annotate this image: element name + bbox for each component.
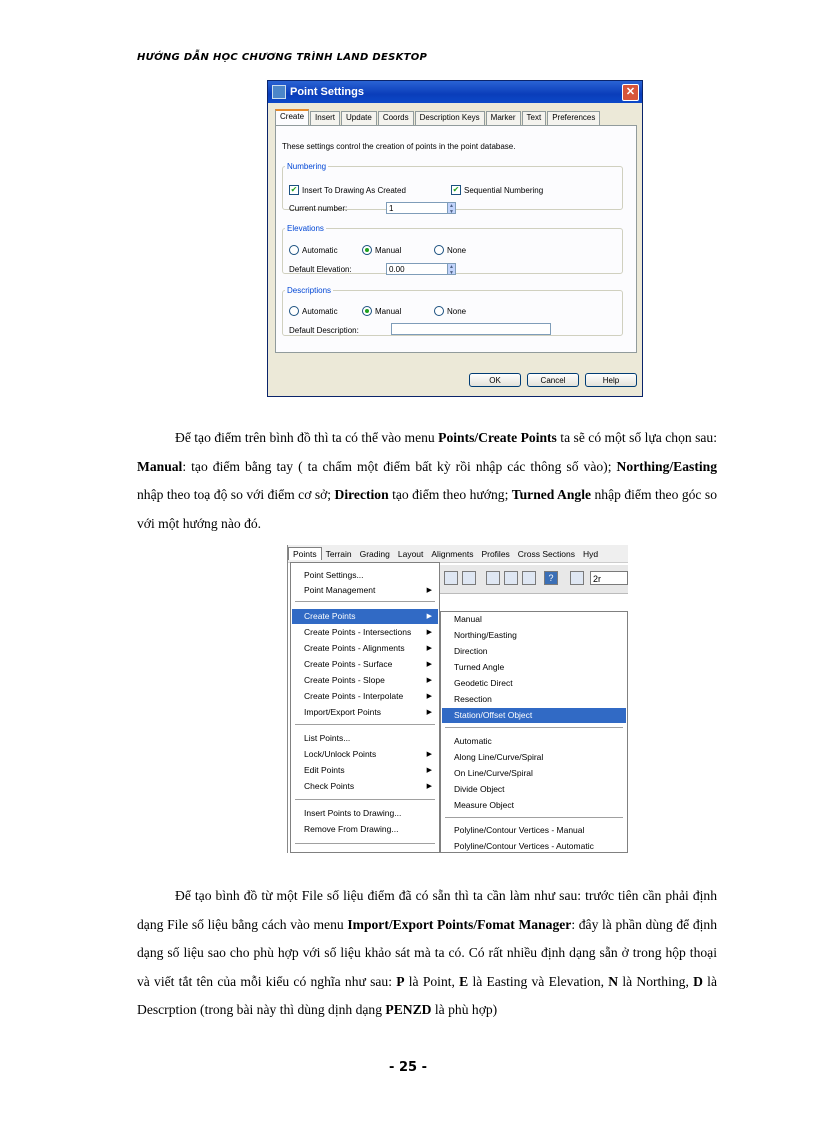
- elevation-automatic-label: Automatic: [302, 245, 338, 255]
- bold-term: Import/Export Points/Fomat Manager: [347, 916, 572, 932]
- tab-text[interactable]: Text: [522, 111, 547, 125]
- menu-alignments[interactable]: Alignments: [431, 548, 474, 559]
- submenu-item-northing-easting[interactable]: Northing/Easting: [454, 630, 517, 640]
- menu-item-create-points-interpolate[interactable]: [292, 689, 438, 704]
- tab-create[interactable]: Create: [275, 109, 309, 125]
- submenu-item-station-offset-object[interactable]: Station/Offset Object: [442, 708, 626, 723]
- text-span: Để tạo điểm trên bình đồ thì ta có thể vào menu: [175, 430, 439, 445]
- submenu-item-polyline-vertices-manual[interactable]: Polyline/Contour Vertices - Manual: [454, 825, 585, 835]
- bold-term: Manual: [137, 458, 183, 474]
- tab-update[interactable]: Update: [341, 111, 377, 125]
- page-header: HƯỚNG DẪN HỌC CHƯƠNG TRÌNH LAND DESKTOP: [137, 52, 428, 63]
- description-automatic-label: Automatic: [302, 306, 338, 316]
- text-span: tạo điểm theo hướng;: [388, 487, 512, 502]
- text-span: Để tạo bình đồ từ một File số liệu điểm đã có sẵn thì ta cần làm như sau: trước tiên cần phải định dạng File số liệu bằng cách vào menu: [137, 888, 717, 932]
- submenu-item-polyline-vertices-automatic[interactable]: Polyline/Contour Vertices - Automatic: [454, 841, 594, 851]
- menu-profiles[interactable]: Profiles: [481, 548, 510, 559]
- radio-selected-icon: [362, 245, 372, 255]
- toolbar-combo[interactable]: 2r: [590, 571, 628, 585]
- default-description-label: Default Description:: [289, 326, 359, 335]
- layers-icon[interactable]: [522, 571, 536, 585]
- menu-separator: [295, 843, 435, 844]
- chevron-right-icon: ▶: [426, 767, 432, 774]
- current-number-spinner[interactable]: ▲ ▼: [447, 202, 456, 214]
- radio-icon: [434, 245, 444, 255]
- menu-grading[interactable]: Grading: [359, 548, 390, 559]
- elevation-none-radio[interactable]: [434, 245, 466, 255]
- submenu-item-turned-angle[interactable]: Turned Angle: [454, 662, 505, 672]
- elevation-manual-label: Manual: [375, 245, 402, 255]
- grid-icon[interactable]: [504, 571, 518, 585]
- text-span: là phù hợp): [431, 1002, 498, 1017]
- description-none-label: None: [447, 306, 467, 316]
- default-elevation-spinner[interactable]: ▲ ▼: [447, 263, 456, 275]
- app-icon: [272, 85, 286, 99]
- chevron-right-icon: ▶: [426, 587, 432, 594]
- default-description-input[interactable]: [391, 323, 551, 335]
- menu-points[interactable]: Points: [288, 547, 322, 560]
- cancel-button[interactable]: Cancel: [527, 373, 579, 387]
- menu-item-create-points[interactable]: [292, 609, 438, 624]
- radio-icon: [289, 306, 299, 316]
- menu-item-label: Create Points - Slope: [304, 675, 385, 685]
- menu-item-point-settings[interactable]: [292, 568, 438, 583]
- submenu-item-resection[interactable]: Resection: [454, 694, 492, 704]
- zoom-window-icon[interactable]: [462, 571, 476, 585]
- submenu-item-along-line[interactable]: Along Line/Curve/Spiral: [454, 752, 544, 762]
- menu-separator: [295, 724, 435, 725]
- text-span: là Descrption (trong bài này thì dùng dịnh dạng: [137, 973, 717, 1017]
- tab-marker[interactable]: Marker: [486, 111, 521, 125]
- submenu-item-direction[interactable]: Direction: [454, 646, 488, 656]
- numbering-legend: Numbering: [287, 162, 327, 171]
- default-elevation-input[interactable]: 0.00: [386, 263, 448, 275]
- menu-item-label: Lock/Unlock Points: [304, 749, 377, 759]
- menu-item-create-points-slope[interactable]: [292, 673, 438, 688]
- bold-term: Northing/Easting: [616, 458, 717, 474]
- paragraph-create-points: [137, 424, 717, 538]
- toolbar: [440, 565, 628, 594]
- text-span: là Northing,: [618, 973, 694, 989]
- menu-separator: [445, 817, 623, 818]
- radio-icon: [434, 306, 444, 316]
- menu-item-label: Create Points - Surface: [304, 659, 393, 669]
- menu-item-label: Create Points - Interpolate: [304, 691, 404, 701]
- menu-item-label: Edit Points: [304, 765, 345, 775]
- tab-description-keys[interactable]: Description Keys: [415, 111, 485, 125]
- text-span: ta sẽ có một số lựa chọn sau:: [556, 430, 718, 445]
- bold-term: Turned Angle: [511, 487, 592, 502]
- dialog-titlebar: [268, 81, 642, 103]
- bold-term: P: [396, 973, 405, 989]
- create-points-submenu: [440, 611, 628, 853]
- page-number: - 25 -: [389, 1060, 427, 1075]
- submenu-item-geodetic-direct[interactable]: Geodetic Direct: [454, 678, 513, 688]
- elevation-automatic-radio[interactable]: [289, 245, 338, 255]
- menu-item-check-points[interactable]: [292, 779, 438, 794]
- insert-to-drawing-label: Insert To Drawing As Created: [302, 185, 406, 195]
- radio-selected-icon: [362, 306, 372, 316]
- menu-item-label: Remove From Drawing...: [304, 824, 399, 834]
- menu-item-label: Create Points: [304, 611, 356, 621]
- intro-text: These settings control the creation of points in the point database.: [282, 142, 516, 151]
- text-span: nhập theo toạ độ so với điểm cơ sở;: [137, 487, 335, 502]
- menu-separator: [445, 727, 623, 728]
- chevron-right-icon: ▶: [426, 677, 432, 684]
- menu-item-label: Create Points - Intersections: [304, 627, 412, 637]
- menu-item-label: Import/Export Points: [304, 707, 382, 717]
- chevron-right-icon: ▶: [426, 751, 432, 758]
- points-dropdown: [290, 562, 440, 853]
- description-automatic-radio[interactable]: [289, 306, 338, 316]
- menu-item-label: List Points...: [304, 733, 351, 743]
- menu-item-import-export-points[interactable]: [292, 705, 438, 720]
- checkmark-icon: ✔: [290, 185, 298, 194]
- menu-item-point-management[interactable]: [292, 583, 438, 598]
- menu-item-label: Create Points - Alignments: [304, 643, 405, 653]
- menu-bar: [288, 545, 628, 563]
- chevron-right-icon: ▶: [426, 661, 432, 668]
- menu-item-insert-points-to-drawing[interactable]: [292, 806, 438, 821]
- menu-item-lock-unlock-points[interactable]: [292, 747, 438, 762]
- chevron-right-icon: ▶: [426, 645, 432, 652]
- submenu-item-manual[interactable]: Manual: [454, 614, 482, 624]
- current-number-input[interactable]: 1: [386, 202, 448, 214]
- points-menu-screenshot: [287, 545, 628, 853]
- paragraph-import-format: [137, 882, 717, 1025]
- description-none-radio[interactable]: [434, 306, 466, 316]
- menu-hyd[interactable]: Hyd: [582, 548, 599, 559]
- zoom-icon[interactable]: [444, 571, 458, 585]
- text-span: : tạo điểm bằng tay ( ta chấm một điểm bất kỳ rồi nhập các thông số vào);: [182, 458, 617, 474]
- menu-item-label: Point Management: [304, 585, 376, 595]
- menu-item-label: Check Points: [304, 781, 355, 791]
- bold-term: Points/Create Points: [438, 430, 557, 445]
- bold-term: E: [459, 973, 469, 989]
- chevron-right-icon: ▶: [426, 709, 432, 716]
- menu-terrain[interactable]: Terrain: [325, 548, 352, 559]
- ok-button[interactable]: OK: [469, 373, 521, 387]
- submenu-item-on-line[interactable]: On Line/Curve/Spiral: [454, 768, 533, 778]
- create-tab-panel: [275, 125, 637, 353]
- bold-term: N: [608, 973, 619, 989]
- tab-strip: [275, 111, 601, 125]
- menu-item-create-points-surface[interactable]: [292, 657, 438, 672]
- text-span: là Point,: [404, 973, 460, 989]
- description-manual-label: Manual: [375, 306, 402, 316]
- tab-insert[interactable]: Insert: [310, 111, 340, 125]
- radio-icon: [289, 245, 299, 255]
- properties-icon[interactable]: [486, 571, 500, 585]
- text-span: là Easting và Elevation,: [468, 973, 609, 989]
- sequential-numbering-checkbox[interactable]: [451, 185, 543, 195]
- default-elevation-label: Default Elevation:: [289, 265, 352, 274]
- text-style-icon[interactable]: [570, 571, 584, 585]
- dialog-title: Point Settings: [290, 86, 364, 98]
- menu-item-create-points-intersections[interactable]: [292, 625, 438, 640]
- text-span: : đây là phần dùng để định dạng số liệu sao cho phù hợp với số liệu khảo sát mà ta có. Có rất nhiều định dạng sẵn ở trong hộp thoại và viết tắt tên của mỗi kiểu có nghĩa như sau:: [137, 916, 717, 989]
- text-span: nhập điểm theo góc so với một hướng nào đó.: [137, 487, 717, 531]
- menu-layout[interactable]: Layout: [397, 548, 424, 559]
- menu-separator: [295, 799, 435, 800]
- checkmark-icon: ✔: [452, 185, 460, 194]
- menu-item-list-points[interactable]: [292, 731, 438, 746]
- menu-item-label: Point Settings...: [304, 570, 364, 580]
- menu-item-label: Insert Points to Drawing...: [304, 808, 402, 818]
- menu-separator: [295, 601, 435, 602]
- help-button[interactable]: Help: [585, 373, 637, 387]
- chevron-right-icon: ▶: [426, 783, 432, 790]
- chevron-right-icon: ▶: [426, 629, 432, 636]
- description-manual-radio[interactable]: [362, 306, 401, 316]
- menu-cross-sections[interactable]: Cross Sections: [517, 548, 575, 559]
- elevation-none-label: None: [447, 245, 467, 255]
- elevation-manual-radio[interactable]: [362, 245, 401, 255]
- help-icon[interactable]: ?: [544, 571, 558, 585]
- descriptions-legend: Descriptions: [287, 286, 332, 295]
- close-icon[interactable]: ✕: [622, 84, 639, 101]
- menu-item-create-points-alignments[interactable]: [292, 641, 438, 656]
- submenu-item-automatic[interactable]: Automatic: [454, 736, 492, 746]
- sequential-numbering-label: Sequential Numbering: [464, 185, 544, 195]
- elevations-legend: Elevations: [287, 224, 324, 233]
- tab-preferences[interactable]: Preferences: [547, 111, 600, 125]
- tab-coords[interactable]: Coords: [378, 111, 414, 125]
- bold-term: Direction: [334, 487, 389, 502]
- menu-item-remove-from-drawing[interactable]: [292, 822, 438, 837]
- insert-to-drawing-checkbox[interactable]: [289, 185, 406, 195]
- menu-item-edit-points[interactable]: [292, 763, 438, 778]
- submenu-item-measure-object[interactable]: Measure Object: [454, 800, 514, 810]
- chevron-right-icon: ▶: [426, 693, 432, 700]
- chevron-right-icon: ▶: [426, 613, 432, 620]
- bold-term: PENZD: [385, 1002, 432, 1017]
- point-settings-dialog: [267, 80, 643, 397]
- current-number-label: Current number:: [289, 204, 348, 213]
- bold-term: D: [693, 973, 703, 989]
- submenu-item-divide-object[interactable]: Divide Object: [454, 784, 505, 794]
